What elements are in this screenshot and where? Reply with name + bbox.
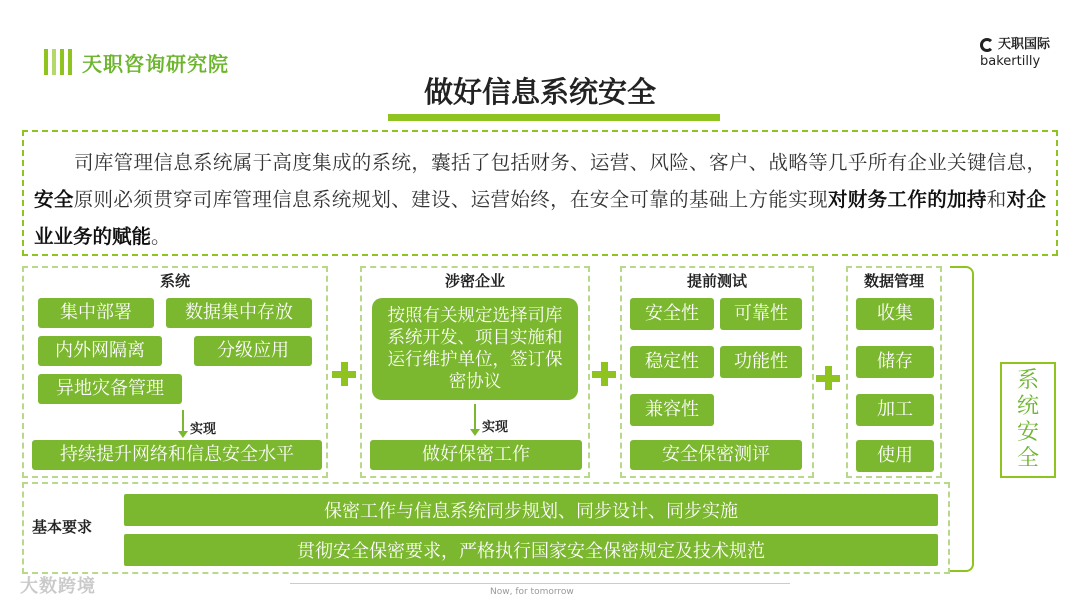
- requirement-item: 贯彻安全保密要求，严格执行国家安全保密规定及技术规范: [124, 534, 938, 566]
- test-item: 可靠性: [720, 298, 802, 330]
- data-item: 收集: [856, 298, 934, 330]
- secret-column: [360, 266, 590, 478]
- swirl-logo-icon: [980, 38, 994, 52]
- intro-text-2: 原则必须贯穿司库管理信息系统规划、建设、运营始终，在安全可靠的基础上方能实现: [73, 188, 828, 211]
- system-column: [22, 266, 328, 478]
- data-item: 加工: [856, 394, 934, 426]
- down-arrow-icon: [182, 410, 184, 432]
- brand-right-en: bakertilly: [979, 54, 1041, 69]
- test-item: 安全性: [630, 298, 714, 330]
- plus-icon: [816, 366, 840, 390]
- intro-text-3: 和: [986, 188, 1007, 211]
- test-column: [620, 266, 814, 478]
- test-heading: 提前测试: [686, 272, 747, 290]
- secret-heading: 涉密企业: [444, 272, 505, 290]
- page-title: 做好信息系统安全: [423, 75, 656, 109]
- test-item: 功能性: [720, 346, 802, 378]
- data-heading: 数据管理: [863, 272, 924, 290]
- intro-bold-business: 对企业业务的赋能: [34, 188, 1046, 248]
- system-result: 持续提升网络和信息安全水平: [32, 440, 322, 470]
- data-item: 使用: [856, 440, 934, 472]
- plus-icon: [592, 362, 616, 386]
- brand-right-cn: 天职国际: [997, 37, 1050, 52]
- requirements-label: 基本要求: [32, 518, 93, 536]
- secret-result: 做好保密工作: [370, 440, 582, 470]
- system-item: 内外网隔离: [38, 336, 162, 366]
- secret-sub-label: 实现: [482, 420, 509, 435]
- title-underline: [388, 114, 720, 121]
- test-item: 稳定性: [630, 346, 714, 378]
- intro-text-1: 司库管理信息系统属于高度集成的系统，囊括了包括财务、运营、风险、客户、战略等几乎所有企业关键信息，: [74, 151, 1046, 174]
- system-heading: 系统: [159, 272, 190, 290]
- intro-bold-security: 安全: [34, 188, 74, 211]
- secret-body: 按照有关规定选择司库系统开发、项目实施和运行维护单位，签订保密协议: [372, 298, 578, 400]
- plus-icon: [332, 362, 356, 386]
- intro-bold-finance: 对财务工作的加持: [827, 188, 987, 211]
- system-item: 集中部署: [38, 298, 154, 328]
- side-label: 系统安全: [1000, 362, 1056, 478]
- system-sub-label: 实现: [190, 422, 217, 437]
- system-item: 异地灾备管理: [38, 374, 182, 404]
- requirements-box: [22, 482, 950, 574]
- test-result: 安全保密测评: [630, 440, 802, 470]
- footer-logo: 大数跨境: [20, 576, 96, 597]
- footer-slogan: Now, for tomorrow: [490, 587, 574, 597]
- intro-paragraph: [22, 130, 1058, 256]
- intro-text-4: 。: [151, 225, 171, 248]
- right-bracket: [950, 266, 974, 572]
- down-arrow-icon: [474, 404, 476, 430]
- test-item: 兼容性: [630, 394, 714, 426]
- data-item: 储存: [856, 346, 934, 378]
- brand-logo-right: [980, 36, 1050, 70]
- system-item: 分级应用: [194, 336, 312, 366]
- data-column: [846, 266, 942, 478]
- system-item: 数据集中存放: [166, 298, 312, 328]
- footer-divider: [290, 583, 790, 584]
- requirement-item: 保密工作与信息系统同步规划、同步设计、同步实施: [124, 494, 938, 526]
- brand-name: 天职咨询研究院: [82, 51, 229, 76]
